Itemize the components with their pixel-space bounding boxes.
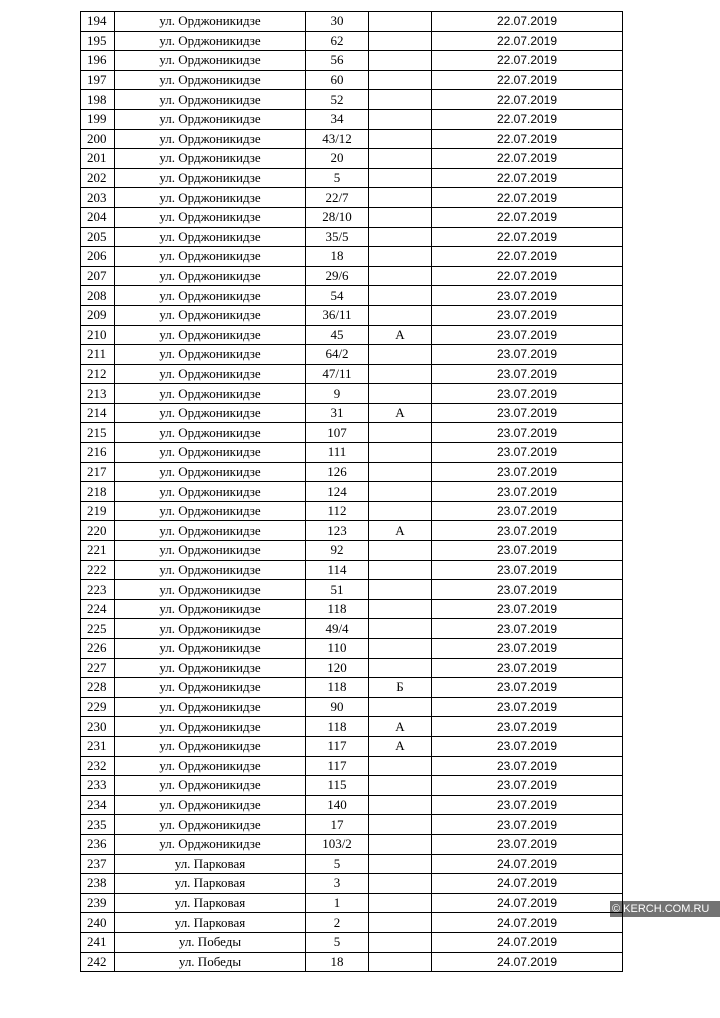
scheduled-date: 22.07.2019 <box>432 31 623 51</box>
street-name: ул. Орджоникидзе <box>115 403 306 423</box>
house-number: 123 <box>306 521 369 541</box>
street-name: ул. Орджоникидзе <box>115 266 306 286</box>
row-number: 228 <box>81 678 115 698</box>
house-letter <box>369 893 432 913</box>
house-letter <box>369 658 432 678</box>
row-number: 208 <box>81 286 115 306</box>
table-row <box>81 462 623 482</box>
house-number: 124 <box>306 482 369 502</box>
house-number: 36/11 <box>306 305 369 325</box>
scheduled-date: 23.07.2019 <box>432 482 623 502</box>
row-number: 224 <box>81 599 115 619</box>
house-letter <box>369 482 432 502</box>
scheduled-date: 23.07.2019 <box>432 443 623 463</box>
house-letter <box>369 207 432 227</box>
table-row <box>81 325 623 345</box>
row-number: 238 <box>81 874 115 894</box>
scheduled-date: 22.07.2019 <box>432 168 623 188</box>
house-letter <box>369 168 432 188</box>
table-row <box>81 736 623 756</box>
row-number: 218 <box>81 482 115 502</box>
house-letter <box>369 756 432 776</box>
house-number: 51 <box>306 580 369 600</box>
street-name: ул. Парковая <box>115 874 306 894</box>
row-number: 213 <box>81 384 115 404</box>
table-row <box>81 639 623 659</box>
street-name: ул. Орджоникидзе <box>115 717 306 737</box>
house-number: 18 <box>306 952 369 972</box>
table-row <box>81 149 623 169</box>
table-row <box>81 815 623 835</box>
row-number: 220 <box>81 521 115 541</box>
house-number: 54 <box>306 286 369 306</box>
house-letter: А <box>369 325 432 345</box>
street-name: ул. Орджоникидзе <box>115 639 306 659</box>
street-name: ул. Орджоникидзе <box>115 384 306 404</box>
house-number: 140 <box>306 795 369 815</box>
house-number: 110 <box>306 639 369 659</box>
street-name: ул. Орджоникидзе <box>115 678 306 698</box>
table-row <box>81 227 623 247</box>
scheduled-date: 23.07.2019 <box>432 619 623 639</box>
house-letter <box>369 149 432 169</box>
street-name: ул. Орджоникидзе <box>115 521 306 541</box>
table-row <box>81 12 623 32</box>
house-number: 56 <box>306 51 369 71</box>
table-row <box>81 619 623 639</box>
house-letter <box>369 109 432 129</box>
house-letter <box>369 834 432 854</box>
scheduled-date: 22.07.2019 <box>432 266 623 286</box>
scheduled-date: 23.07.2019 <box>432 521 623 541</box>
street-name: ул. Орджоникидзе <box>115 109 306 129</box>
house-letter <box>369 12 432 32</box>
house-letter <box>369 639 432 659</box>
table-row <box>81 266 623 286</box>
table-row <box>81 443 623 463</box>
street-name: ул. Орджоникидзе <box>115 364 306 384</box>
table-row <box>81 913 623 933</box>
street-name: ул. Орджоникидзе <box>115 12 306 32</box>
street-name: ул. Орджоникидзе <box>115 286 306 306</box>
house-number: 117 <box>306 756 369 776</box>
table-row <box>81 658 623 678</box>
house-number: 52 <box>306 90 369 110</box>
street-name: ул. Орджоникидзе <box>115 482 306 502</box>
house-number: 31 <box>306 403 369 423</box>
table-row <box>81 403 623 423</box>
table-row <box>81 168 623 188</box>
table-row <box>81 129 623 149</box>
house-letter: А <box>369 403 432 423</box>
table-row <box>81 286 623 306</box>
house-letter <box>369 560 432 580</box>
table-row <box>81 247 623 267</box>
street-name: ул. Орджоникидзе <box>115 31 306 51</box>
row-number: 233 <box>81 776 115 796</box>
scheduled-date: 23.07.2019 <box>432 560 623 580</box>
house-number: 35/5 <box>306 227 369 247</box>
house-letter <box>369 266 432 286</box>
house-letter <box>369 854 432 874</box>
house-number: 45 <box>306 325 369 345</box>
street-name: ул. Победы <box>115 932 306 952</box>
scheduled-date: 23.07.2019 <box>432 364 623 384</box>
row-number: 232 <box>81 756 115 776</box>
street-name: ул. Орджоникидзе <box>115 227 306 247</box>
street-name: ул. Орджоникидзе <box>115 305 306 325</box>
house-letter <box>369 776 432 796</box>
house-number: 1 <box>306 893 369 913</box>
row-number: 229 <box>81 697 115 717</box>
row-number: 235 <box>81 815 115 835</box>
house-number: 111 <box>306 443 369 463</box>
row-number: 231 <box>81 736 115 756</box>
house-number: 118 <box>306 678 369 698</box>
house-letter <box>369 815 432 835</box>
table-row <box>81 70 623 90</box>
scheduled-date: 23.07.2019 <box>432 776 623 796</box>
row-number: 202 <box>81 168 115 188</box>
house-letter <box>369 795 432 815</box>
table-row <box>81 423 623 443</box>
house-number: 118 <box>306 717 369 737</box>
scheduled-date: 23.07.2019 <box>432 639 623 659</box>
street-name: ул. Орджоникидзе <box>115 188 306 208</box>
house-number: 18 <box>306 247 369 267</box>
row-number: 234 <box>81 795 115 815</box>
table-row <box>81 31 623 51</box>
scheduled-date: 24.07.2019 <box>432 932 623 952</box>
scheduled-date: 22.07.2019 <box>432 188 623 208</box>
schedule-table-container <box>80 11 622 972</box>
row-number: 227 <box>81 658 115 678</box>
house-number: 107 <box>306 423 369 443</box>
table-row <box>81 932 623 952</box>
street-name: ул. Орджоникидзе <box>115 462 306 482</box>
table-row <box>81 345 623 365</box>
table-row <box>81 874 623 894</box>
house-number: 60 <box>306 70 369 90</box>
street-name: ул. Парковая <box>115 913 306 933</box>
street-name: ул. Орджоникидзе <box>115 149 306 169</box>
row-number: 214 <box>81 403 115 423</box>
row-number: 239 <box>81 893 115 913</box>
scheduled-date: 23.07.2019 <box>432 325 623 345</box>
house-letter <box>369 423 432 443</box>
house-letter: А <box>369 521 432 541</box>
house-number: 20 <box>306 149 369 169</box>
house-letter <box>369 619 432 639</box>
street-name: ул. Парковая <box>115 893 306 913</box>
street-name: ул. Орджоникидзе <box>115 834 306 854</box>
scheduled-date: 23.07.2019 <box>432 305 623 325</box>
house-number: 112 <box>306 501 369 521</box>
street-name: ул. Орджоникидзе <box>115 345 306 365</box>
row-number: 221 <box>81 541 115 561</box>
street-name: ул. Орджоникидзе <box>115 325 306 345</box>
house-letter <box>369 286 432 306</box>
house-letter: А <box>369 717 432 737</box>
house-letter <box>369 874 432 894</box>
row-number: 201 <box>81 149 115 169</box>
street-name: ул. Орджоникидзе <box>115 697 306 717</box>
scheduled-date: 23.07.2019 <box>432 815 623 835</box>
scheduled-date: 23.07.2019 <box>432 345 623 365</box>
house-number: 29/6 <box>306 266 369 286</box>
street-name: ул. Орджоникидзе <box>115 168 306 188</box>
house-letter <box>369 599 432 619</box>
scheduled-date: 22.07.2019 <box>432 227 623 247</box>
table-row <box>81 952 623 972</box>
house-number: 5 <box>306 854 369 874</box>
house-number: 5 <box>306 932 369 952</box>
scheduled-date: 23.07.2019 <box>432 580 623 600</box>
row-number: 195 <box>81 31 115 51</box>
house-number: 2 <box>306 913 369 933</box>
table-row <box>81 482 623 502</box>
table-row <box>81 599 623 619</box>
row-number: 241 <box>81 932 115 952</box>
house-number: 92 <box>306 541 369 561</box>
row-number: 230 <box>81 717 115 737</box>
scheduled-date: 22.07.2019 <box>432 129 623 149</box>
street-name: ул. Орджоникидзе <box>115 619 306 639</box>
scheduled-date: 24.07.2019 <box>432 913 623 933</box>
row-number: 237 <box>81 854 115 874</box>
scheduled-date: 22.07.2019 <box>432 12 623 32</box>
table-row <box>81 795 623 815</box>
scheduled-date: 23.07.2019 <box>432 286 623 306</box>
house-letter <box>369 932 432 952</box>
row-number: 217 <box>81 462 115 482</box>
house-number: 126 <box>306 462 369 482</box>
house-number: 22/7 <box>306 188 369 208</box>
house-letter <box>369 51 432 71</box>
street-name: ул. Победы <box>115 952 306 972</box>
row-number: 222 <box>81 560 115 580</box>
row-number: 236 <box>81 834 115 854</box>
street-name: ул. Орджоникидзе <box>115 776 306 796</box>
row-number: 209 <box>81 305 115 325</box>
row-number: 196 <box>81 51 115 71</box>
street-name: ул. Орджоникидзе <box>115 423 306 443</box>
row-number: 206 <box>81 247 115 267</box>
scheduled-date: 22.07.2019 <box>432 90 623 110</box>
house-number: 64/2 <box>306 345 369 365</box>
table-row <box>81 384 623 404</box>
house-letter <box>369 541 432 561</box>
street-name: ул. Орджоникидзе <box>115 736 306 756</box>
table-row <box>81 305 623 325</box>
street-name: ул. Орджоникидзе <box>115 90 306 110</box>
row-number: 212 <box>81 364 115 384</box>
table-row <box>81 501 623 521</box>
scheduled-date: 23.07.2019 <box>432 384 623 404</box>
house-letter <box>369 90 432 110</box>
scheduled-date: 24.07.2019 <box>432 854 623 874</box>
street-name: ул. Орджоникидзе <box>115 541 306 561</box>
street-name: ул. Орджоникидзе <box>115 207 306 227</box>
scheduled-date: 22.07.2019 <box>432 207 623 227</box>
street-name: ул. Орджоникидзе <box>115 247 306 267</box>
house-number: 49/4 <box>306 619 369 639</box>
scheduled-date: 23.07.2019 <box>432 423 623 443</box>
street-name: ул. Парковая <box>115 854 306 874</box>
scheduled-date: 23.07.2019 <box>432 697 623 717</box>
street-name: ул. Орджоникидзе <box>115 756 306 776</box>
street-name: ул. Орджоникидзе <box>115 501 306 521</box>
house-letter <box>369 129 432 149</box>
house-letter <box>369 188 432 208</box>
house-letter <box>369 913 432 933</box>
house-letter <box>369 247 432 267</box>
row-number: 194 <box>81 12 115 32</box>
row-number: 226 <box>81 639 115 659</box>
house-number: 17 <box>306 815 369 835</box>
table-row <box>81 109 623 129</box>
house-number: 34 <box>306 109 369 129</box>
street-name: ул. Орджоникидзе <box>115 580 306 600</box>
scheduled-date: 23.07.2019 <box>432 403 623 423</box>
scheduled-date: 23.07.2019 <box>432 658 623 678</box>
street-name: ул. Орджоникидзе <box>115 815 306 835</box>
scheduled-date: 24.07.2019 <box>432 952 623 972</box>
scheduled-date: 23.07.2019 <box>432 756 623 776</box>
street-name: ул. Орджоникидзе <box>115 795 306 815</box>
house-number: 103/2 <box>306 834 369 854</box>
row-number: 203 <box>81 188 115 208</box>
house-number: 5 <box>306 168 369 188</box>
house-number: 120 <box>306 658 369 678</box>
house-letter <box>369 364 432 384</box>
house-letter <box>369 345 432 365</box>
house-letter <box>369 384 432 404</box>
row-number: 207 <box>81 266 115 286</box>
house-number: 30 <box>306 12 369 32</box>
table-row <box>81 560 623 580</box>
house-letter <box>369 580 432 600</box>
scheduled-date: 24.07.2019 <box>432 893 623 913</box>
row-number: 223 <box>81 580 115 600</box>
house-number: 90 <box>306 697 369 717</box>
row-number: 197 <box>81 70 115 90</box>
scheduled-date: 22.07.2019 <box>432 247 623 267</box>
row-number: 199 <box>81 109 115 129</box>
row-number: 211 <box>81 345 115 365</box>
table-row <box>81 697 623 717</box>
street-name: ул. Орджоникидзе <box>115 51 306 71</box>
house-letter <box>369 305 432 325</box>
row-number: 219 <box>81 501 115 521</box>
scheduled-date: 22.07.2019 <box>432 109 623 129</box>
street-name: ул. Орджоникидзе <box>115 70 306 90</box>
scheduled-date: 22.07.2019 <box>432 70 623 90</box>
table-row <box>81 854 623 874</box>
street-name: ул. Орджоникидзе <box>115 443 306 463</box>
row-number: 216 <box>81 443 115 463</box>
table-row <box>81 678 623 698</box>
scheduled-date: 23.07.2019 <box>432 599 623 619</box>
schedule-table <box>80 11 623 972</box>
row-number: 205 <box>81 227 115 247</box>
house-number: 9 <box>306 384 369 404</box>
house-letter <box>369 31 432 51</box>
house-number: 115 <box>306 776 369 796</box>
house-letter <box>369 462 432 482</box>
row-number: 240 <box>81 913 115 933</box>
table-row <box>81 756 623 776</box>
row-number: 242 <box>81 952 115 972</box>
house-number: 28/10 <box>306 207 369 227</box>
house-number: 118 <box>306 599 369 619</box>
street-name: ул. Орджоникидзе <box>115 129 306 149</box>
house-number: 47/11 <box>306 364 369 384</box>
row-number: 225 <box>81 619 115 639</box>
house-letter <box>369 227 432 247</box>
street-name: ул. Орджоникидзе <box>115 560 306 580</box>
schedule-table-body <box>81 12 623 972</box>
house-number: 3 <box>306 874 369 894</box>
house-letter: Б <box>369 678 432 698</box>
table-row <box>81 580 623 600</box>
house-letter <box>369 501 432 521</box>
house-letter: А <box>369 736 432 756</box>
table-row <box>81 834 623 854</box>
table-row <box>81 893 623 913</box>
table-row <box>81 776 623 796</box>
table-row <box>81 521 623 541</box>
scheduled-date: 23.07.2019 <box>432 541 623 561</box>
house-letter <box>369 697 432 717</box>
street-name: ул. Орджоникидзе <box>115 599 306 619</box>
table-row <box>81 364 623 384</box>
scheduled-date: 23.07.2019 <box>432 717 623 737</box>
house-number: 43/12 <box>306 129 369 149</box>
table-row <box>81 717 623 737</box>
row-number: 200 <box>81 129 115 149</box>
house-letter <box>369 952 432 972</box>
house-number: 114 <box>306 560 369 580</box>
table-row <box>81 207 623 227</box>
street-name: ул. Орджоникидзе <box>115 658 306 678</box>
scheduled-date: 23.07.2019 <box>432 795 623 815</box>
scheduled-date: 24.07.2019 <box>432 874 623 894</box>
table-row <box>81 51 623 71</box>
table-row <box>81 90 623 110</box>
scheduled-date: 22.07.2019 <box>432 51 623 71</box>
row-number: 204 <box>81 207 115 227</box>
row-number: 215 <box>81 423 115 443</box>
scheduled-date: 23.07.2019 <box>432 462 623 482</box>
row-number: 210 <box>81 325 115 345</box>
scheduled-date: 23.07.2019 <box>432 501 623 521</box>
scheduled-date: 23.07.2019 <box>432 834 623 854</box>
house-letter <box>369 70 432 90</box>
table-row <box>81 188 623 208</box>
scheduled-date: 23.07.2019 <box>432 736 623 756</box>
scheduled-date: 23.07.2019 <box>432 678 623 698</box>
house-number: 117 <box>306 736 369 756</box>
scheduled-date: 22.07.2019 <box>432 149 623 169</box>
house-number: 62 <box>306 31 369 51</box>
row-number: 198 <box>81 90 115 110</box>
site-watermark: © KERCH.COM.RU <box>610 901 720 917</box>
house-letter <box>369 443 432 463</box>
table-row <box>81 541 623 561</box>
